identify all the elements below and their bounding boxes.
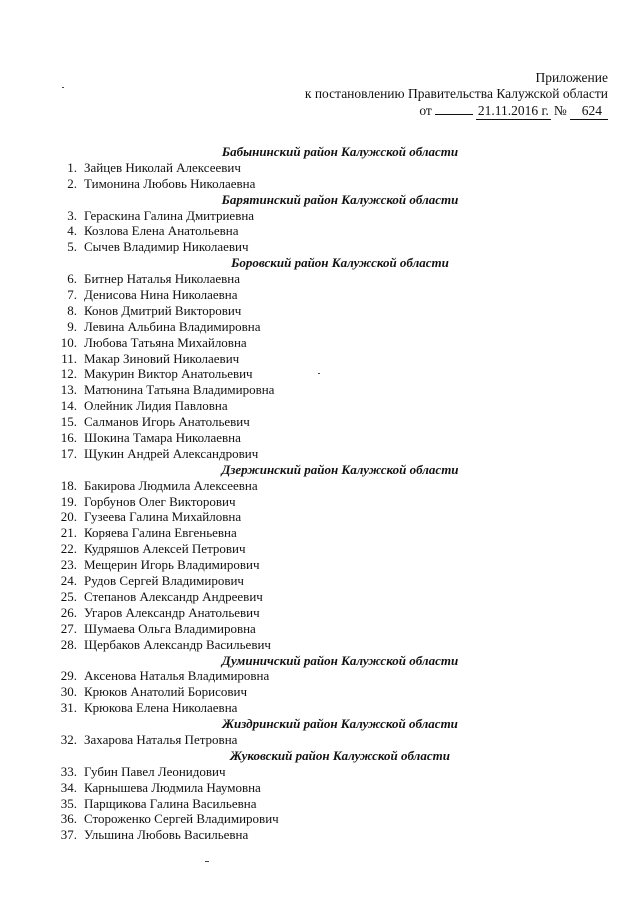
item-number: 2. bbox=[67, 175, 77, 191]
district-heading: Боровский район Калужской области bbox=[231, 255, 449, 271]
list-item bbox=[0, 573, 640, 589]
list-item bbox=[0, 621, 640, 637]
district-heading: Жуковский район Калужской области bbox=[230, 747, 450, 763]
number-label: № bbox=[553, 103, 567, 118]
item-number: 25. bbox=[60, 588, 77, 604]
list-item bbox=[0, 668, 640, 684]
item-number: 9. bbox=[67, 318, 77, 334]
person-name: Мещерин Игорь Владимирович bbox=[84, 557, 260, 573]
person-name: Карнышева Людмила Наумовна bbox=[84, 779, 261, 795]
item-number: 17. bbox=[60, 445, 77, 461]
list-item bbox=[0, 796, 640, 812]
person-name: Горбунов Олег Викторович bbox=[84, 493, 236, 509]
district-heading: Дзержинский район Калужской области bbox=[221, 461, 459, 477]
person-name: Ульшина Любовь Васильевна bbox=[84, 827, 249, 843]
item-number: 28. bbox=[60, 636, 77, 652]
item-number: 3. bbox=[67, 207, 77, 223]
list-item bbox=[0, 351, 640, 367]
district-heading: Барятинский район Калужской области bbox=[221, 191, 459, 207]
list-item bbox=[0, 430, 640, 446]
list-item bbox=[0, 764, 640, 780]
list-item bbox=[0, 271, 640, 287]
person-name: Шумаева Ольга Владимировна bbox=[84, 620, 256, 636]
person-name: Щукин Андрей Александрович bbox=[84, 445, 259, 461]
resolution-reference: к постановлению Правительства Калужской области bbox=[304, 86, 608, 101]
list-item bbox=[0, 208, 640, 224]
list-item bbox=[0, 382, 640, 398]
person-name: Тимонина Любовь Николаевна bbox=[84, 175, 256, 191]
list-item bbox=[0, 335, 640, 351]
item-number: 30. bbox=[60, 684, 77, 700]
list-item bbox=[0, 239, 640, 255]
item-number: 7. bbox=[67, 287, 77, 303]
person-name: Крюков Анатолий Борисович bbox=[84, 684, 248, 700]
district-heading: Бабынинский район Калужской области bbox=[221, 144, 459, 159]
item-number: 6. bbox=[67, 271, 77, 287]
person-name: Салманов Игорь Анатольевич bbox=[84, 414, 250, 430]
item-number: 5. bbox=[67, 239, 77, 255]
item-number: 11. bbox=[61, 350, 77, 366]
person-name: Конов Дмитрий Викторович bbox=[84, 302, 242, 318]
list-item bbox=[0, 700, 640, 716]
person-name: Матюнина Татьяна Владимировна bbox=[84, 382, 275, 398]
list-item bbox=[0, 637, 640, 653]
person-name: Макар Зиновий Николаевич bbox=[84, 350, 240, 366]
list-item bbox=[0, 827, 640, 843]
list-item bbox=[0, 780, 640, 796]
item-number: 31. bbox=[60, 700, 77, 716]
scan-speck bbox=[62, 87, 64, 88]
person-name: Зайцев Николай Алексеевич bbox=[84, 159, 241, 175]
item-number: 18. bbox=[60, 477, 77, 493]
item-number: 24. bbox=[60, 573, 77, 589]
list-item bbox=[0, 478, 640, 494]
list-item bbox=[0, 605, 640, 621]
list-item bbox=[0, 366, 640, 382]
person-name: Степанов Александр Андреевич bbox=[84, 588, 263, 604]
list-item bbox=[0, 303, 640, 319]
person-name: Аксенова Наталья Владимировна bbox=[84, 668, 270, 684]
list-item bbox=[0, 684, 640, 700]
list-item bbox=[0, 287, 640, 303]
date-blank-line bbox=[435, 102, 473, 115]
person-name: Битнер Наталья Николаевна bbox=[84, 271, 240, 287]
person-name: Макурин Виктор Анатольевич bbox=[84, 366, 253, 382]
list-item bbox=[0, 732, 640, 748]
list-item bbox=[0, 541, 640, 557]
item-number: 27. bbox=[60, 620, 77, 636]
item-number: 15. bbox=[60, 414, 77, 430]
item-number: 4. bbox=[67, 223, 77, 239]
person-name: Гузеева Галина Михайловна bbox=[84, 509, 242, 525]
resolution-date: 21.11.2016 г. bbox=[477, 103, 549, 118]
item-number: 33. bbox=[60, 763, 77, 779]
item-number: 1. bbox=[67, 159, 77, 175]
resolution-number: 624 bbox=[570, 103, 608, 120]
item-number: 32. bbox=[60, 731, 77, 747]
person-name: Олейник Лидия Павловна bbox=[84, 398, 228, 414]
list-item bbox=[0, 494, 640, 510]
item-number: 16. bbox=[60, 430, 77, 446]
item-number: 22. bbox=[60, 541, 77, 557]
item-number: 13. bbox=[60, 382, 77, 398]
person-name: Губин Павел Леонидович bbox=[84, 763, 226, 779]
list-item bbox=[0, 525, 640, 541]
person-name: Стороженко Сергей Владимирович bbox=[84, 811, 279, 827]
award-list bbox=[0, 144, 640, 843]
scan-speck bbox=[205, 861, 209, 862]
item-number: 19. bbox=[60, 493, 77, 509]
list-item bbox=[0, 811, 640, 827]
person-name: Угаров Александр Анатольевич bbox=[84, 604, 260, 620]
item-number: 21. bbox=[60, 525, 77, 541]
list-item bbox=[0, 509, 640, 525]
person-name: Шокина Тамара Николаевна bbox=[84, 430, 241, 446]
appendix-label: Приложение bbox=[535, 70, 608, 85]
person-name: Гераскина Галина Дмитриевна bbox=[84, 207, 255, 223]
item-number: 37. bbox=[60, 827, 77, 843]
item-number: 23. bbox=[60, 557, 77, 573]
person-name: Левина Альбина Владимировна bbox=[84, 318, 261, 334]
item-number: 29. bbox=[60, 668, 77, 684]
person-name: Бакирова Людмила Алексеевна bbox=[84, 477, 258, 493]
person-name: Любова Татьяна Михайловна bbox=[84, 334, 247, 350]
item-number: 26. bbox=[60, 604, 77, 620]
item-number: 20. bbox=[60, 509, 77, 525]
item-number: 14. bbox=[60, 398, 77, 414]
person-name: Козлова Елена Анатольевна bbox=[84, 223, 239, 239]
list-item bbox=[0, 589, 640, 605]
person-name: Щербаков Александр Васильевич bbox=[84, 636, 271, 652]
scan-speck bbox=[318, 373, 320, 374]
district-heading: Думиничский район Калужской области bbox=[221, 652, 459, 668]
list-item bbox=[0, 446, 640, 462]
person-name: Захарова Наталья Петровна bbox=[84, 731, 238, 747]
document-header bbox=[248, 70, 608, 120]
list-item bbox=[0, 223, 640, 239]
list-item bbox=[0, 319, 640, 335]
person-name: Сычев Владимир Николаевич bbox=[84, 239, 249, 255]
from-label: от bbox=[419, 103, 432, 118]
item-number: 35. bbox=[60, 795, 77, 811]
item-number: 36. bbox=[60, 811, 77, 827]
person-name: Кудряшов Алексей Петрович bbox=[84, 541, 246, 557]
person-name: Денисова Нина Николаевна bbox=[84, 287, 238, 303]
item-number: 12. bbox=[60, 366, 77, 382]
item-number: 34. bbox=[60, 779, 77, 795]
person-name: Рудов Сергей Владимирович bbox=[84, 573, 244, 589]
item-number: 10. bbox=[60, 334, 77, 350]
resolution-date-number bbox=[248, 102, 608, 120]
list-item bbox=[0, 414, 640, 430]
person-name: Крюкова Елена Николаевна bbox=[84, 700, 238, 716]
district-heading: Жиздринский район Калужской области bbox=[222, 716, 458, 732]
list-item bbox=[0, 557, 640, 573]
list-item bbox=[0, 398, 640, 414]
person-name: Парщикова Галина Васильевна bbox=[84, 795, 257, 811]
list-item bbox=[0, 176, 640, 192]
person-name: Коряева Галина Евгеньевна bbox=[84, 525, 237, 541]
item-number: 8. bbox=[67, 302, 77, 318]
list-item bbox=[0, 160, 640, 176]
